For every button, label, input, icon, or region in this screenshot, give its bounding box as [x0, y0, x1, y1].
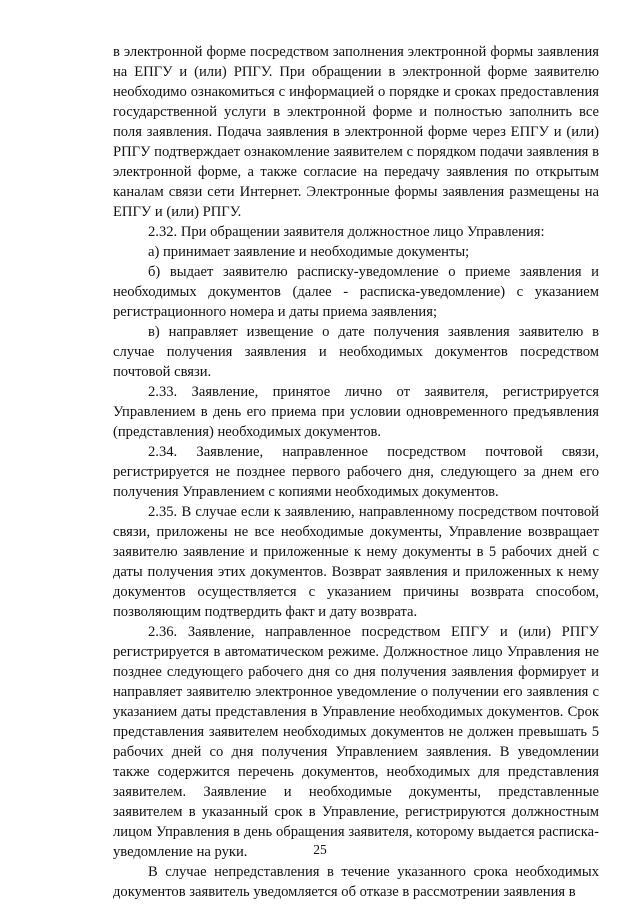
paragraph-2-32-a: а) принимает заявление и необходимые документы; — [148, 244, 470, 260]
paragraph-2-32: 2.32. При обращении заявителя должностное лицо Управления: — [148, 224, 545, 240]
document-body — [113, 42, 599, 902]
paragraph-2-36: 2.36. Заявление, направленное посредством ЕПГУ и (или) РПГУ регистрируется в автоматическом режиме. Должностное лицо Управления не позднее следующего рабочего дня со дня получения заявления формирует и направляет заявителю электронное уведомление о получении его заявления с указанием даты представления в Управление необходимых документов. Срок представления заявителем необходимых документов не должен превышать 5 рабочих дней со дня получения Управлением заявления. В уведомлении также содержится перечень документов, необходимых для представления заявителем. Заявление и необходимые документы, представленные заявителем в указанный срок в Управление, регистрируются должностным лицом Управления в день обращения заявителя, которому выдается расписка-уведомление на руки. — [113, 624, 599, 860]
paragraph-2-33: 2.33. Заявление, принятое лично от заявителя, регистрируется Управлением в день его приема при условии одновременного предъявления (представления) необходимых документов. — [113, 384, 599, 440]
paragraph-continuation: в электронной форме посредством заполнения электронной формы заявления на ЕПГУ и (или) РПГУ. При обращении в электронной форме заявителю необходимо ознакомиться с информацией о порядке и сроках предоставления государственной услуги в электронной форме и полностью заполнить все поля заявления. Подача заявления в электронной форме через ЕПГУ и (или) РПГУ подтверждает ознакомление заявителем с порядком подачи заявления в электронной форме, а также согласие на передачу заявления по открытым каналам связи сети Интернет. Электронные формы заявления размещены на ЕПГУ и (или) РПГУ. — [113, 44, 599, 220]
paragraph-2-32-v: в) направляет извещение о дате получения заявления заявителю в случае получения заявления и необходимых документов посредством почтовой связи. — [113, 324, 599, 380]
paragraph-2-35: 2.35. В случае если к заявлению, направленному посредством почтовой связи, приложены не все необходимые документы, Управление возвращает заявителю заявление и приложенные к нему документы в 5 рабочих дней с даты получения этих документов. Возврат заявления и приложенных к нему документов осуществляется с указанием причины возврата способом, позволяющим подтвердить факт и дату возврата. — [113, 504, 599, 620]
paragraph-non-submission: В случае непредставления в течение указанного срока необходимых документов заявитель уведомляется об отказе в рассмотрении заявления в — [113, 864, 599, 900]
page-number: 25 — [313, 842, 327, 857]
paragraph-2-34: 2.34. Заявление, направленное посредством почтовой связи, регистрируется не позднее первого рабочего дня, следующего за днем его получения Управлением с копиями необходимых документов. — [113, 444, 599, 500]
paragraph-2-32-b: б) выдает заявителю расписку-уведомление о приеме заявления и необходимых документов (далее - расписка-уведомление) с указанием регистрационного номера и даты приема заявления; — [113, 264, 599, 320]
